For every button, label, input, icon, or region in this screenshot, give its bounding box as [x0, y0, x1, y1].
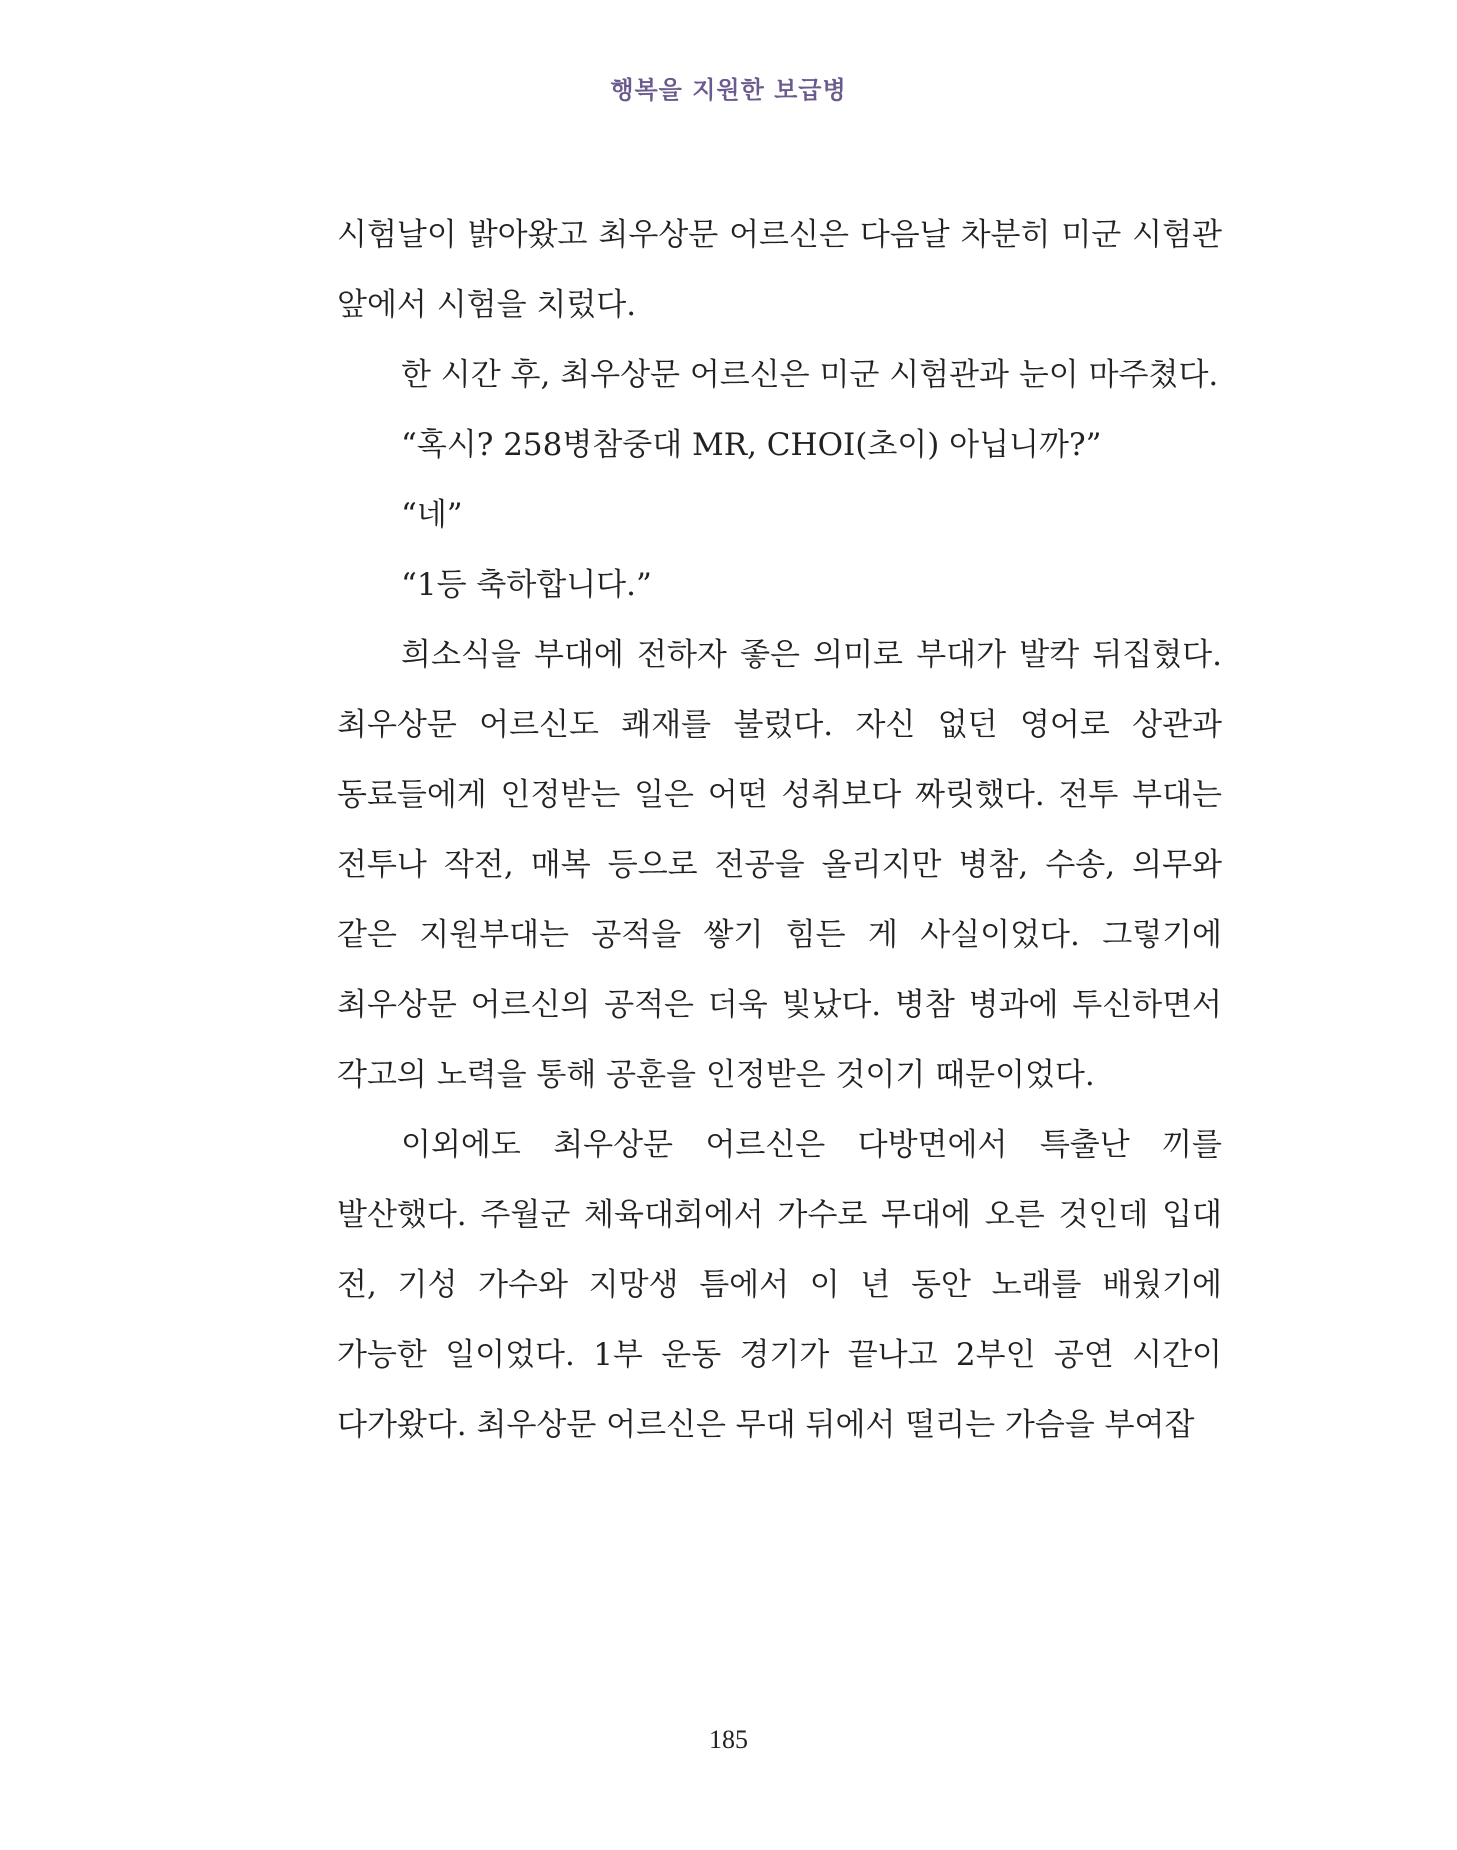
paragraph: 희소식을 부대에 전하자 좋은 의미로 부대가 발칵 뒤집혔다. 최우상문 어르신도 쾌재를 불렀다. 자신 없던 영어로 상관과 동료들에게 인정받는 일은 어떤 성취보다 짜릿했다. 전투 부대는 전투나 작전, 매복 등으로 전공을 올리지만 병참, 수송, 의무와 같은 지원부대는 공적을 쌓기 힘든 게 사실이었다. 그렇기에 최우상문 어르신의 공적은 더욱 빛났다. 병참 병과에 투신하면서 각고의 노력을 통해 공훈을 인정받은 것이기 때문이었다.: [337, 637, 1222, 1093]
dialogue-line: “네”: [401, 497, 463, 533]
paragraph: 시험날이 밝아왔고 최우상문 어르신은 다음날 차분히 미군 시험관 앞에서 시험을 치렀다.: [337, 217, 1222, 323]
body-text: [337, 200, 1222, 1460]
paragraph: 한 시간 후, 최우상문 어르신은 미군 시험관과 눈이 마주쳤다.: [401, 357, 1219, 393]
dialogue-line: “혹시? 258병참중대 MR, CHOI(초이) 아닙니까?”: [401, 427, 1102, 463]
page-number: 185: [709, 1725, 748, 1754]
running-header: 행복을 지원한 보급병: [610, 76, 847, 104]
paragraph: 이외에도 최우상문 어르신은 다방면에서 특출난 끼를 발산했다. 주월군 체육대회에서 가수로 무대에 오른 것인데 입대 전, 기성 가수와 지망생 틈에서 이 년 동안 노래를 배웠기에 가능한 일이었다. 1부 운동 경기가 끝나고 2부인 공연 시간이 다가왔다. 최우상문 어르신은 무대 뒤에서 떨리는 가슴을 부여잡: [337, 1127, 1222, 1443]
dialogue-line: “1등 축하합니다.”: [401, 567, 652, 603]
